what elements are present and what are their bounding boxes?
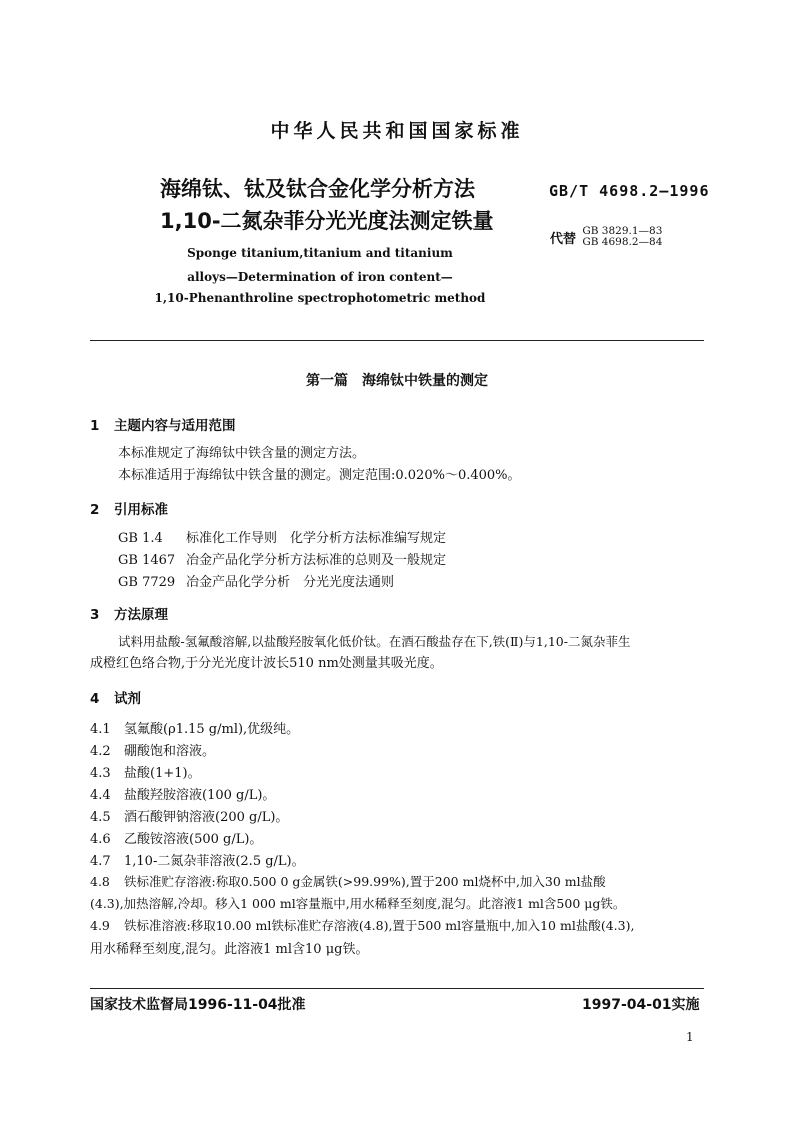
english-title-line-3: 1,10-Phenanthroline spectrophotometric method (154, 291, 486, 305)
paragraph-line: 本标准规定了海绵钛中铁含量的测定方法。 (118, 446, 366, 461)
reference-item (118, 571, 394, 590)
reagent-text: 硼酸饱和溶液。 (124, 744, 216, 759)
reagent-item (90, 784, 275, 803)
reagent-item (90, 916, 634, 934)
replaced-standard: GB 4698.2—84 (582, 236, 663, 248)
replaces-list (582, 226, 662, 248)
document-title-line-2: 1,10-二氮杂菲分光光度法测定铁量 (160, 209, 494, 233)
reagent-continuation: (4.3),加热溶解,冷却。移入1 000 ml容量瓶中,用水稀释至刻度,混匀。此溶液1 ml含500 μg铁。 (90, 896, 626, 911)
reagent-continuation: 用水稀释至刻度,混匀。此溶液1 ml含10 μg铁。 (90, 942, 369, 957)
paragraph-line: 试料用盐酸-氢氟酸溶解,以盐酸羟胺氧化低价钛。在酒石酸盐存在下,铁(Ⅱ)与1,10-二氮杂菲生 (118, 634, 631, 649)
section-title: 试剂 (114, 691, 141, 707)
section-number: 1 (90, 418, 100, 434)
reagent-number: 4.4 (90, 788, 111, 803)
reagent-text: 盐酸羟胺溶液(100 g/L)。 (124, 788, 276, 803)
reagent-number: 4.8 (90, 874, 110, 889)
reagent-number: 4.9 (90, 918, 110, 933)
footer-divider (90, 988, 704, 989)
reference-item (118, 549, 446, 568)
reagent-number: 4.3 (90, 766, 111, 781)
english-title-line-2: alloys—Determination of iron content— (187, 270, 453, 284)
section-title: 主题内容与适用范围 (114, 418, 236, 434)
reagent-text: 乙酸铵溶液(500 g/L)。 (124, 832, 263, 847)
header-divider (90, 340, 704, 341)
reference-code: GB 1.4 (118, 531, 163, 546)
reagent-item (90, 718, 299, 737)
reagent-text: 铁标准溶液:移取10.00 ml铁标准贮存溶液(4.8),置于500 ml容量瓶中,加入10 ml盐酸(4.3), (124, 918, 635, 933)
reagent-number: 4.6 (90, 832, 111, 847)
replaces-label: 代替 (550, 231, 577, 247)
reagent-number: 4.5 (90, 810, 111, 825)
reference-title: 标准化工作导则 化学分析方法标准编写规定 (186, 531, 447, 546)
section-2-heading (90, 498, 168, 518)
reagent-item (90, 850, 305, 869)
english-title-line-1: Sponge titanium,titanium and titanium (187, 246, 453, 260)
replaced-standard: GB 3829.1—83 (582, 225, 663, 237)
reference-code: GB 1467 (118, 553, 176, 568)
section-3-heading (90, 603, 168, 623)
reagent-text: 氢氟酸(ρ1.15 g/ml),优级纯。 (124, 722, 300, 737)
reagent-text: 盐酸(1+1)。 (124, 766, 201, 781)
reagent-item (90, 740, 215, 759)
reference-code: GB 7729 (118, 575, 176, 590)
national-standard-header: 中华人民共和国国家标准 (270, 120, 524, 142)
section-number: 4 (90, 691, 100, 707)
reagent-item (90, 828, 262, 847)
replaces-block (550, 226, 662, 248)
paragraph-line: 成橙红色络合物,于分光光度计波长510 nm处测量其吸光度。 (90, 656, 443, 671)
page-number: 1 (686, 1030, 694, 1044)
reagent-number: 4.7 (90, 854, 111, 869)
reagent-text: 酒石酸钾钠溶液(200 g/L)。 (124, 810, 289, 825)
section-number: 3 (90, 607, 100, 623)
document-title-line-1: 海绵钛、钛及钛合金化学分析方法 (160, 177, 475, 201)
part-title: 第一篇 海绵钛中铁量的测定 (306, 373, 488, 389)
section-4-heading (90, 687, 141, 707)
reagent-text: 铁标准贮存溶液:称取0.500 0 g金属铁(>99.99%),置于200 ml烧杯中,加入30 ml盐酸 (124, 874, 606, 889)
section-title: 引用标准 (114, 502, 168, 518)
implementation-date: 1997-04-01实施 (582, 997, 700, 1013)
reagent-item (90, 872, 606, 890)
reference-title: 冶金产品化学分析 分光光度法通则 (186, 575, 395, 590)
section-1-heading (90, 414, 236, 434)
reagent-item (90, 806, 288, 825)
approval-line: 国家技术监督局1996-11-04批准 (90, 997, 306, 1013)
reagent-number: 4.1 (90, 722, 111, 737)
reference-title: 冶金产品化学分析方法标准的总则及一般规定 (186, 553, 447, 568)
paragraph-line: 本标准适用于海绵钛中铁含量的测定。测定范围:0.020%～0.400%。 (118, 468, 521, 483)
reagent-item (90, 762, 201, 781)
standard-number: GB/T 4698.2—1996 (549, 182, 710, 200)
reference-item (118, 527, 446, 546)
section-title: 方法原理 (114, 607, 168, 623)
reagent-number: 4.2 (90, 744, 111, 759)
reagent-text: 1,10-二氮杂菲溶液(2.5 g/L)。 (124, 854, 305, 869)
section-number: 2 (90, 502, 100, 518)
